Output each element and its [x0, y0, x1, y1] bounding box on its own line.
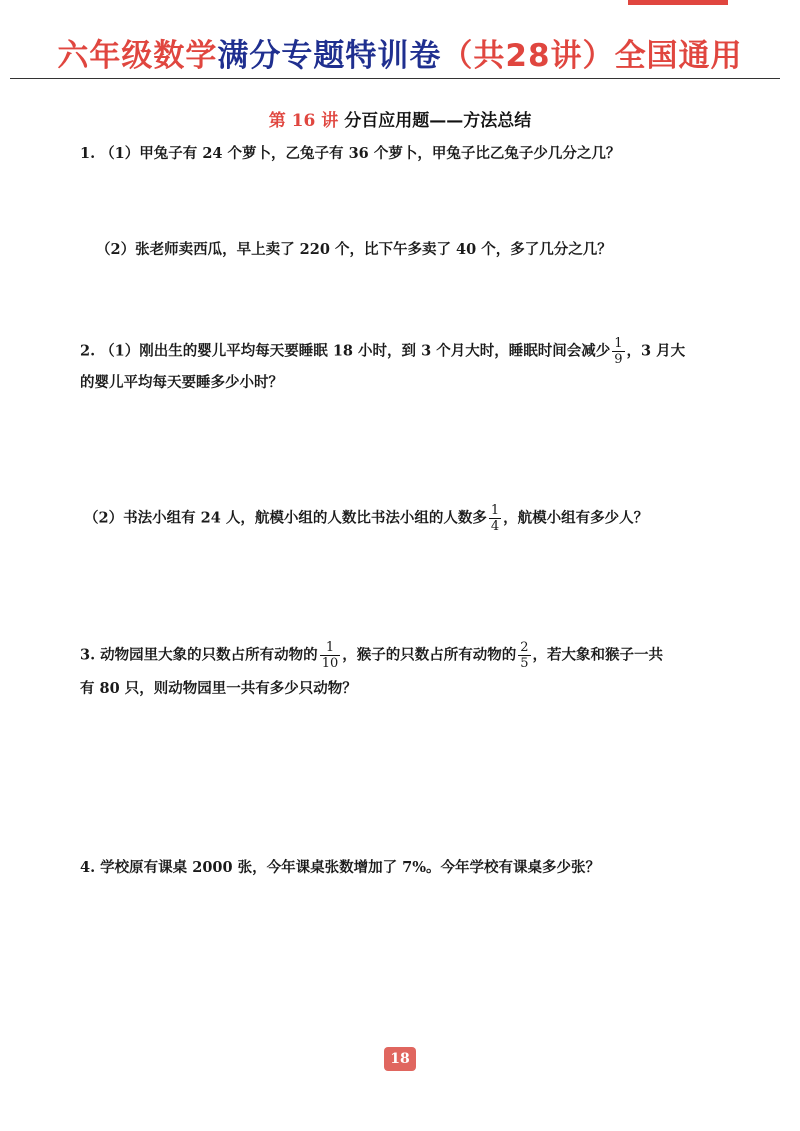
fraction-one-tenth: [320, 640, 341, 671]
top-accent-bar: [628, 0, 728, 5]
question-3-text: 3. 动物园里大象的只数占所有动物的: [80, 646, 318, 664]
banner-part-count: （共28讲）: [441, 38, 615, 74]
fraction-denominator: 10: [321, 656, 339, 671]
banner-divider: [10, 78, 780, 79]
fraction-numerator: 1: [320, 640, 341, 656]
question-2-part-1: [80, 336, 685, 367]
fraction-numerator: 1: [614, 336, 623, 351]
question-4: 4. 学校原有课桌 2000 张，今年课桌张数增加了 7%。今年学校有课桌多少张？: [80, 859, 601, 876]
fraction-denominator: 5: [520, 656, 529, 671]
question-3-text-end: ，若大象和猴子一共: [532, 646, 664, 664]
question-1-part-1: 1. （1）甲兔子有 24 个萝卜，乙兔子有 36 个萝卜，甲兔子比乙兔子少几分之几？: [80, 145, 621, 162]
banner-part-grade: 六年级数学: [57, 38, 218, 74]
banner-part-series: 满分专题特训卷: [217, 38, 442, 74]
question-2-part-1-text: 2. （1）刚出生的婴儿平均每天要睡眠 18 小时，到 3 个月大时，睡眠时间会减少: [80, 342, 611, 360]
fraction-denominator: 9: [614, 352, 623, 367]
question-2-part-1-line-2: 的婴儿平均每天要睡多少小时？: [80, 374, 283, 391]
question-2-part-2: [84, 503, 648, 534]
fraction-numerator: 2: [520, 640, 529, 655]
fraction-denominator: 4: [490, 519, 500, 534]
fraction-two-fifths: [518, 640, 530, 671]
lesson-heading: [0, 106, 800, 131]
lesson-name: 分百应用题——方法总结: [344, 111, 532, 131]
question-3: [80, 640, 663, 671]
fraction-one-ninth: [612, 336, 624, 367]
question-2-part-2-text-end: ，航模小组有多少人？: [503, 509, 649, 527]
question-3-text-mid: ，猴子的只数占所有动物的: [342, 646, 517, 664]
lesson-number: 第 16 讲: [268, 111, 339, 131]
question-2-part-2-text: （2）书法小组有 24 人，航模小组的人数比书法小组的人数多: [84, 509, 487, 527]
banner-part-scope: 全国通用: [614, 38, 743, 74]
question-2-part-1-text-end: ，3 月大: [626, 342, 686, 360]
banner-title: [0, 30, 800, 75]
fraction-numerator: 1: [490, 503, 500, 518]
question-1-part-2: （2）张老师卖西瓜，早上卖了 220 个，比下午多卖了 40 个，多了几分之几？: [96, 241, 612, 258]
question-3-line-2: 有 80 只，则动物园里一共有多少只动物？: [80, 680, 357, 697]
fraction-one-quarter: [489, 503, 501, 534]
page-number-badge: 18: [384, 1047, 416, 1071]
